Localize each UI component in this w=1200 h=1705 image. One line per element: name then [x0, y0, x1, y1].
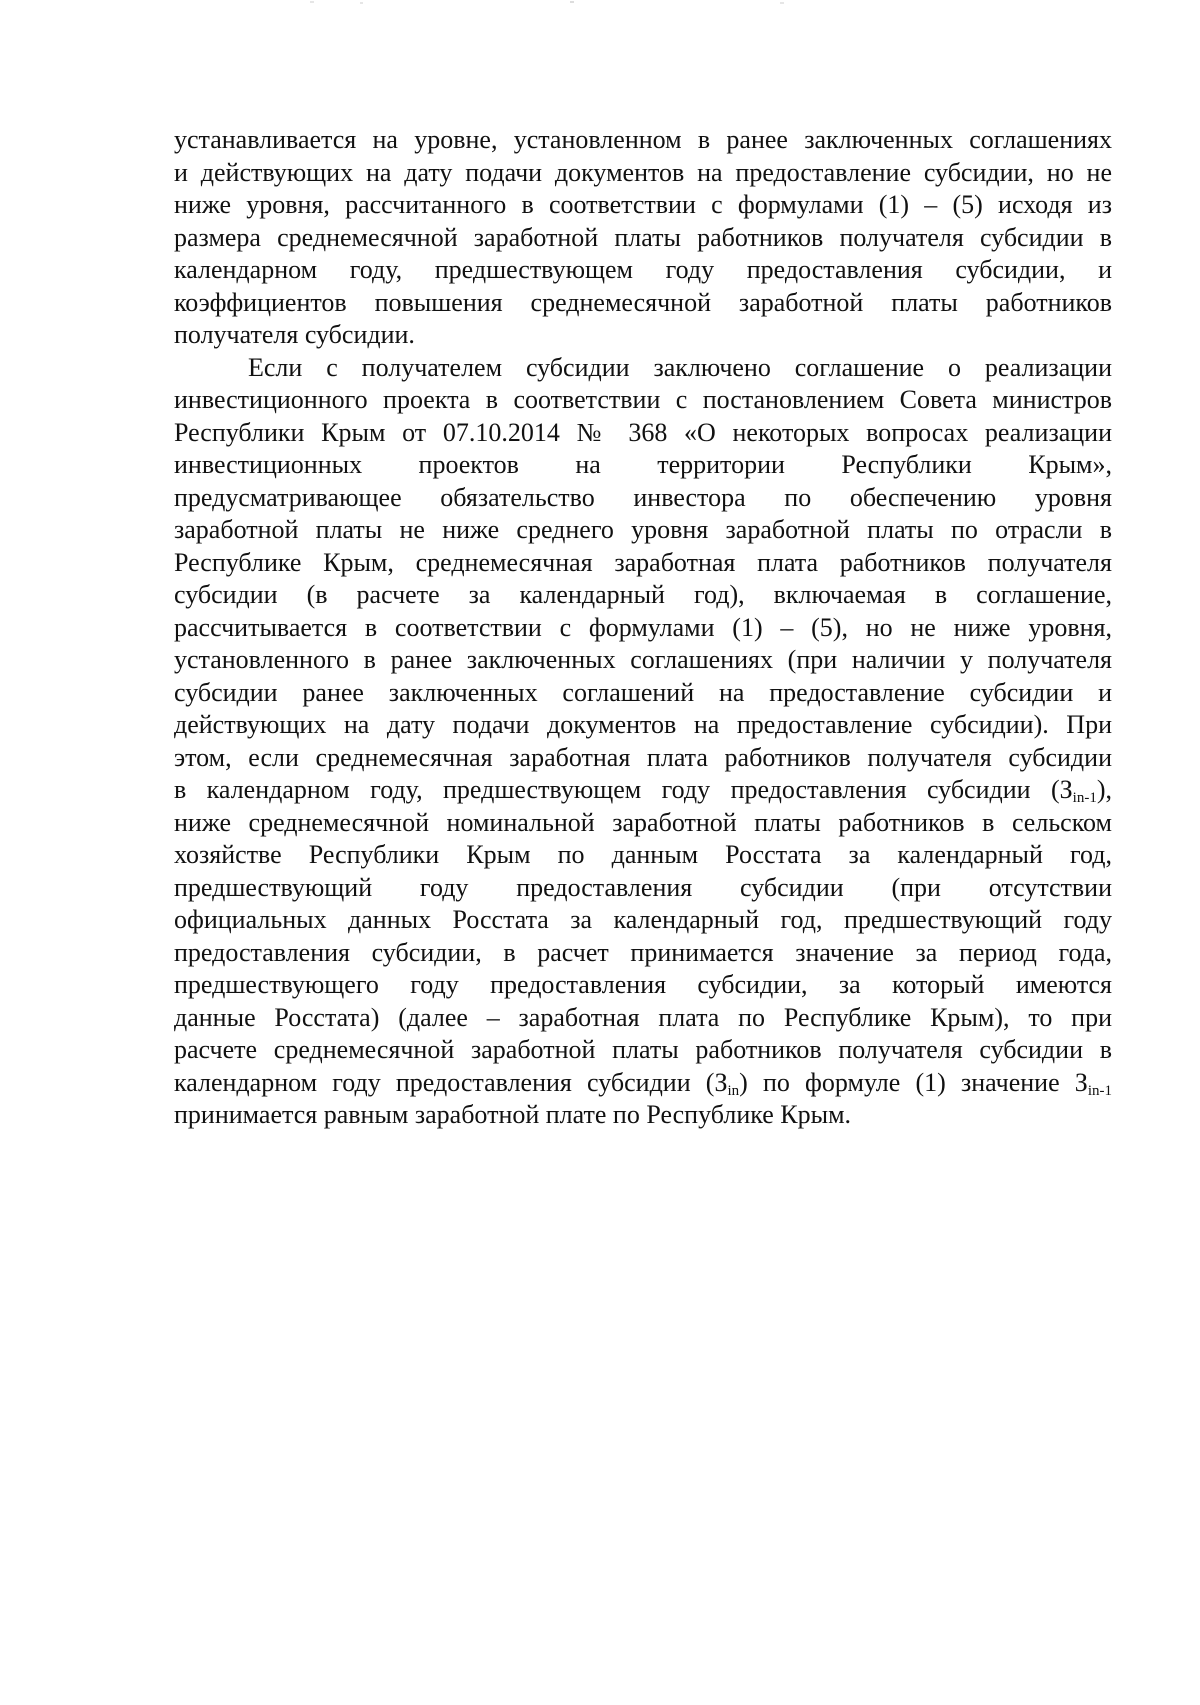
text-line: данные Росстата) (далее – заработная плата по Республике Крым), то при — [174, 1002, 1112, 1032]
text-line: устанавливается на уровне, установленном в ранее заключенных соглашениях — [174, 125, 1112, 154]
text-line: действующих на дату подачи документов на предоставление субсидии). При — [174, 710, 1112, 739]
text-line: принимается равным заработной плате по Республике Крым. — [174, 1100, 852, 1129]
text-line: хозяйстве Республики Крым по данным Росстата за календарный год, — [174, 840, 1112, 869]
text-line: субсидии ранее заключенных соглашений на предоставление субсидии и — [174, 677, 1112, 707]
text-line: инвестиционного проекта в соответствии с постановлением Совета министров — [174, 385, 1112, 414]
text-segment: ) по формуле (1) значение З — [739, 1067, 1088, 1097]
text-line: и действующих на дату подачи документов на предоставление субсидии, но не — [174, 157, 1112, 187]
text-line: субсидии (в расчете за календарный год), включаемая в соглашение, — [174, 580, 1112, 609]
text-line: предоставления субсидии, в расчет принимается значение за период года, — [174, 937, 1112, 967]
text-line: Республики Крым от 07.10.2014 № 368 «О некоторых вопросах реализации — [174, 417, 1112, 447]
text-line: расчете среднемесячной заработной платы работников получателя субсидии в — [174, 1035, 1112, 1064]
text-line: предусматривающее обязательство инвестора по обеспечению уровня — [174, 482, 1112, 512]
text-line: ниже среднемесячной номинальной заработной платы работников в сельском — [174, 807, 1112, 837]
text-segment: ), — [1096, 775, 1112, 804]
subscript: in — [727, 1082, 740, 1099]
text-line: ниже уровня, рассчитанного в соответствии с формулами (1) – (5) исходя из — [174, 190, 1112, 219]
subscript: in-1 — [1072, 790, 1097, 806]
text-line: календарном году, предшествующем году предоставления субсидии, и — [174, 255, 1112, 284]
text-line: официальных данных Росстата за календарный год, предшествующий году — [174, 905, 1112, 934]
text-line: получателя субсидии. — [174, 320, 415, 349]
text-line-with-subscript — [174, 774, 1112, 807]
text-segment: календарном году предоставления субсидии (З — [174, 1067, 728, 1097]
text-line: предшествующего году предоставления субсидии, за который имеются — [174, 970, 1112, 999]
text-line: Республике Крым, среднемесячная заработная плата работников получателя — [174, 547, 1112, 577]
scan-artifact-marks — [300, 0, 900, 6]
text-line: инвестиционных проектов на территории Республики Крым», — [174, 450, 1112, 479]
text-line: заработной платы не ниже среднего уровня заработной платы по отрасли в — [174, 515, 1112, 544]
text-line: установленного в ранее заключенных соглашениях (при наличии у получателя — [174, 645, 1112, 674]
text-line: Если с получателем субсидии заключено соглашение о реализации — [248, 352, 1112, 382]
paragraph-2 — [174, 352, 1112, 1132]
document-body — [174, 124, 1112, 1132]
text-line: рассчитывается в соответствии с формулами (1) – (5), но не ниже уровня, — [174, 612, 1112, 642]
text-segment: в календарном году, предшествующем году предоставления субсидии (З — [174, 775, 1073, 804]
text-line: размера среднемесячной заработной платы работников получателя субсидии в — [174, 222, 1112, 252]
text-line-with-subscript — [174, 1067, 1112, 1100]
text-line: этом, если среднемесячная заработная плата работников получателя субсидии — [174, 742, 1112, 772]
paragraph-1 — [174, 124, 1112, 352]
subscript: in-1 — [1087, 1082, 1112, 1099]
text-line: коэффициентов повышения среднемесячной заработной платы работников — [174, 287, 1112, 317]
text-line: предшествующий году предоставления субсидии (при отсутствии — [174, 872, 1112, 902]
